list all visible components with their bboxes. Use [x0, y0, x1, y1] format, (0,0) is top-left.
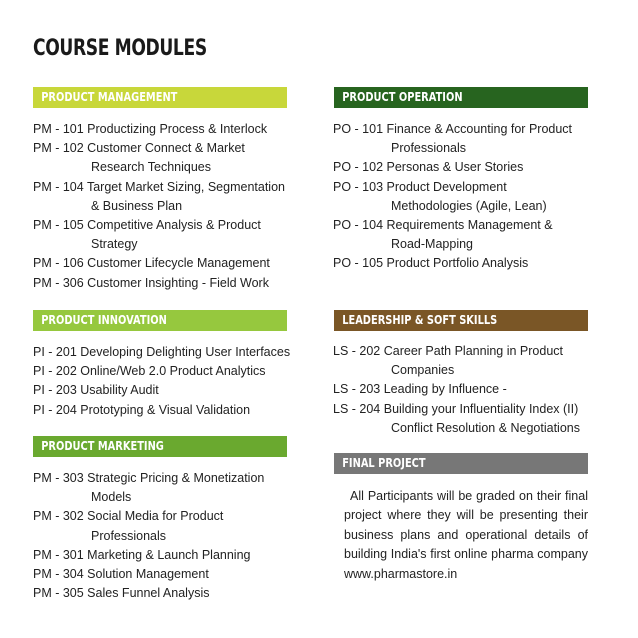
module-title-continuation: Models [91, 490, 132, 505]
module-title: PI - 204 Prototyping & Visual Validation [33, 402, 251, 417]
module-item [33, 546, 264, 565]
section-header-product-marketing [33, 436, 287, 457]
module-title: PO - 105 Product Portfolio Analysis [333, 256, 529, 271]
module-title-continuation: Conflict Resolution & Negotiations [391, 420, 580, 435]
module-title: PM - 301 Marketing & Launch Planning [33, 547, 251, 562]
module-item [33, 362, 290, 381]
module-title: PM - 305 Sales Funnel Analysis [33, 586, 210, 601]
module-item [33, 469, 264, 507]
section-header-label: PRODUCT OPERATION [342, 90, 463, 104]
module-item [33, 274, 285, 293]
module-item [333, 254, 572, 273]
module-item [33, 139, 285, 177]
module-item [33, 565, 264, 584]
section-header-label: PRODUCT MANAGEMENT [41, 90, 178, 104]
module-item [333, 216, 572, 254]
module-item [333, 178, 572, 216]
module-title-continuation: Road-Mapping [391, 237, 473, 252]
module-item [33, 254, 285, 273]
module-item [33, 401, 290, 420]
module-title: PO - 103 Product Development [333, 179, 507, 194]
module-title-continuation: Methodologies (Agile, Lean) [391, 198, 547, 213]
module-item [333, 120, 572, 158]
module-item [33, 507, 264, 545]
module-title: PI - 202 Online/Web 2.0 Product Analytics [33, 364, 266, 379]
module-title-continuation: Research Techniques [91, 160, 211, 175]
section-header-leadership-soft-skills [334, 310, 588, 331]
module-title: PM - 102 Customer Connect & Market [33, 141, 245, 156]
module-title: PI - 203 Usability Audit [33, 383, 159, 398]
module-title: PM - 106 Customer Lifecycle Management [33, 256, 270, 271]
module-title: LS - 203 Leading by Influence - [333, 382, 507, 397]
section-header-product-management [33, 87, 287, 108]
module-title: PM - 101 Productizing Process & Interlock [33, 122, 268, 136]
module-title-continuation: Professionals [391, 141, 467, 156]
module-item [33, 584, 264, 603]
module-title: PM - 104 Target Market Sizing, Segmentation [33, 179, 285, 194]
module-title: PO - 101 Finance & Accounting for Product [333, 122, 573, 136]
module-title: PI - 201 Developing Delighting User Interfaces [33, 345, 291, 359]
module-title: PM - 304 Solution Management [33, 567, 209, 582]
module-item [333, 400, 580, 438]
module-title: PO - 104 Requirements Management & [333, 218, 553, 233]
section-header-label: PRODUCT INNOVATION [41, 313, 167, 327]
module-title: PO - 102 Personas & User Stories [333, 160, 524, 175]
module-title: PM - 105 Competitive Analysis & Product [33, 218, 261, 233]
module-title-continuation: Professionals [91, 528, 167, 543]
module-list-leadership-soft-skills [333, 342, 580, 438]
module-list-product-innovation [33, 343, 290, 420]
module-item [33, 216, 285, 254]
module-title-continuation: & Business Plan [91, 198, 183, 213]
section-header-product-operation [334, 87, 588, 108]
page-title: COURSE MODULES [33, 36, 207, 61]
section-header-label: PRODUCT MARKETING [41, 439, 164, 453]
section-header-label: LEADERSHIP & SOFT SKILLS [342, 313, 498, 327]
module-title: LS - 204 Building your Influentiality Index (II) [333, 401, 579, 416]
section-header-label: FINAL PROJECT [342, 456, 426, 470]
module-item [333, 158, 572, 177]
module-title: PM - 302 Social Media for Product [33, 509, 224, 524]
module-title: PM - 303 Strategic Pricing & Monetization [33, 471, 265, 485]
module-item [333, 342, 580, 380]
module-title-continuation: Companies [391, 363, 455, 378]
module-title: LS - 202 Career Path Planning in Product [333, 344, 563, 358]
final-project-description: All Participants will be graded on their final project where they will be presenting their business plans and operational details of building India's first online pharma company www.pharmastore.in [344, 489, 588, 581]
module-list-product-marketing [33, 469, 264, 603]
module-list-product-operation [333, 120, 572, 274]
section-header-final-project [334, 453, 588, 474]
module-title: PM - 306 Customer Insighting - Field Work [33, 275, 269, 290]
section-header-product-innovation [33, 310, 287, 331]
module-item [33, 120, 285, 139]
module-item [333, 380, 580, 399]
module-item [33, 343, 290, 362]
module-item [33, 381, 290, 400]
module-item [33, 178, 285, 216]
module-title-continuation: Strategy [91, 237, 138, 252]
module-list-product-management [33, 120, 285, 293]
